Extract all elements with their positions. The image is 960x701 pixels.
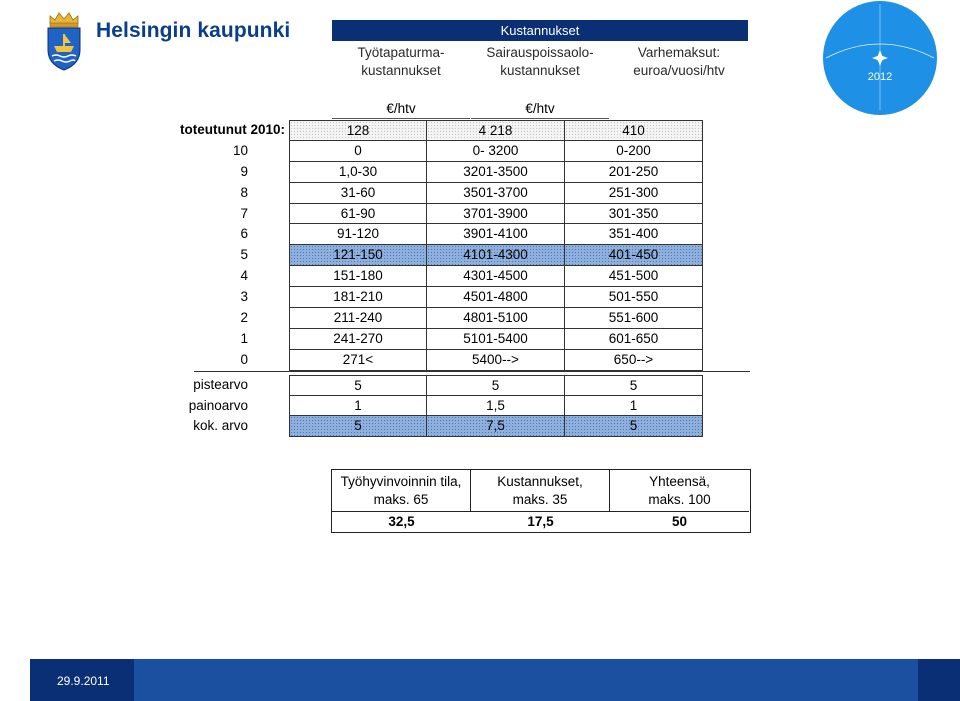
summary-header-row <box>332 470 750 512</box>
column-header-line1: Työtapaturma- <box>357 45 445 60</box>
column-header-varhe-fees <box>610 44 748 80</box>
table-cell: 201-250 <box>565 162 703 183</box>
table-cell: 351-400 <box>565 224 703 245</box>
table-cell: 601-650 <box>565 329 703 350</box>
table-cell: 31-60 <box>289 183 427 204</box>
row-label: 6 <box>240 226 248 242</box>
table-cell: 5 <box>565 416 703 437</box>
row-label: kok. arvo <box>193 418 248 434</box>
table-row <box>194 375 750 396</box>
summary-value-costs: 17,5 <box>527 514 554 529</box>
table-cell: 4501-4800 <box>427 287 565 308</box>
table-row <box>194 308 750 329</box>
unit-label: €/htv <box>471 100 609 119</box>
column-header-sickleave-costs <box>471 44 609 80</box>
table-cell: 1 <box>565 396 703 417</box>
row-label: 2 <box>240 310 248 326</box>
costs-group-header: Kustannukset <box>332 20 748 41</box>
summary-header-costs <box>471 470 610 512</box>
column-header-injury-costs <box>332 44 470 80</box>
summary-header-wellbeing <box>332 470 471 512</box>
footer-date: 29.9.2011 <box>57 674 110 688</box>
table-cell: 0 <box>289 141 427 162</box>
row-label: 5 <box>240 247 248 263</box>
helsinki-crest-logo <box>44 10 84 72</box>
table-cell: 551-600 <box>565 308 703 329</box>
table-row <box>194 329 750 350</box>
table-cell: 401-450 <box>565 245 703 266</box>
unit-label: €/htv <box>332 100 470 119</box>
row-label: 0 <box>240 351 248 367</box>
table-cell: 3901-4100 <box>427 224 565 245</box>
table-cell: 5400--> <box>427 350 565 371</box>
column-header-line1: Sairauspoissaolo- <box>486 45 594 60</box>
table-cell: 0-200 <box>565 141 703 162</box>
column-header-line2: kustannukset <box>361 63 441 78</box>
table-cell: 5101-5400 <box>427 329 565 350</box>
table-cell: 211-240 <box>289 308 427 329</box>
table-cell: 3501-3700 <box>427 183 565 204</box>
table-cell: 1 <box>289 396 427 417</box>
table-cell: 4101-4300 <box>427 245 565 266</box>
table-cell: 251-300 <box>565 183 703 204</box>
table-row <box>194 287 750 308</box>
table-cell: 410 <box>565 120 703 141</box>
table-cell: 4801-5100 <box>427 308 565 329</box>
table-cell: 5 <box>565 375 703 396</box>
summary-header-line2: maks. 100 <box>648 492 711 507</box>
row-label: 9 <box>240 163 248 179</box>
summary-header-line2: maks. 35 <box>512 492 568 507</box>
row-label: 7 <box>240 205 248 221</box>
table-row <box>179 120 750 141</box>
column-header-line2: euroa/vuosi/htv <box>633 63 725 78</box>
table-cell: 7,5 <box>427 416 565 437</box>
table-cell: 501-550 <box>565 287 703 308</box>
table-cell: 151-180 <box>289 266 427 287</box>
table-cell: 271< <box>289 350 427 371</box>
row-label: 3 <box>240 289 248 305</box>
table-cell: 3201-3500 <box>427 162 565 183</box>
column-header-line1: Varhemaksut: <box>637 45 721 60</box>
table-row <box>188 396 750 417</box>
summary-header-line2: maks. 65 <box>373 492 429 507</box>
table-cell: 301-350 <box>565 204 703 225</box>
table-row <box>194 141 750 162</box>
table-row <box>194 204 750 225</box>
summary-value-wellbeing: 32,5 <box>388 514 415 529</box>
table-row-total <box>194 416 750 437</box>
table-row <box>194 350 750 372</box>
row-label: 1 <box>240 330 248 346</box>
summary-header-total <box>610 470 749 512</box>
scoring-table <box>179 120 750 437</box>
row-label: 8 <box>240 184 248 200</box>
table-cell: 4 218 <box>427 120 565 141</box>
table-cell: 0- 3200 <box>427 141 565 162</box>
summary-header-line1: Työhyvinvoinnin tila, <box>340 474 462 489</box>
footer-bar <box>30 659 960 701</box>
summary-value-total: 50 <box>671 514 688 529</box>
table-cell: 128 <box>289 120 427 141</box>
summary-header-line1: Kustannukset, <box>497 474 583 489</box>
summary-value-row <box>332 512 750 532</box>
table-row <box>194 183 750 204</box>
table-cell: 181-210 <box>289 287 427 308</box>
table-cell: 3701-3900 <box>427 204 565 225</box>
table-cell: 5 <box>289 416 427 437</box>
table-cell: 121-150 <box>289 245 427 266</box>
table-cell: 91-120 <box>289 224 427 245</box>
column-header-line2: kustannukset <box>500 63 580 78</box>
year-badge-logo <box>822 0 938 116</box>
row-label: 4 <box>240 268 248 284</box>
table-row <box>194 224 750 245</box>
footer-end-block <box>918 659 960 701</box>
table-cell: 241-270 <box>289 329 427 350</box>
table-cell: 61-90 <box>289 204 427 225</box>
table-cell: 1,5 <box>427 396 565 417</box>
badge-year-label: 2012 <box>867 71 893 83</box>
table-cell: 4301-4500 <box>427 266 565 287</box>
summary-table <box>331 469 751 533</box>
table-cell: 650--> <box>565 350 703 371</box>
row-label: painoarvo <box>188 397 248 413</box>
row-label: 10 <box>232 142 248 158</box>
brand-title: Helsingin kaupunki <box>96 19 291 42</box>
table-cell: 5 <box>289 375 427 396</box>
table-cell: 1,0-30 <box>289 162 427 183</box>
table-cell: 451-500 <box>565 266 703 287</box>
row-label: pistearvo <box>193 376 248 392</box>
table-cell: 5 <box>427 375 565 396</box>
table-row <box>194 266 750 287</box>
summary-header-line1: Yhteensä, <box>649 474 710 489</box>
row-label: toteutunut 2010: <box>179 122 285 137</box>
table-row-highlighted <box>194 245 750 266</box>
table-row <box>194 162 750 183</box>
